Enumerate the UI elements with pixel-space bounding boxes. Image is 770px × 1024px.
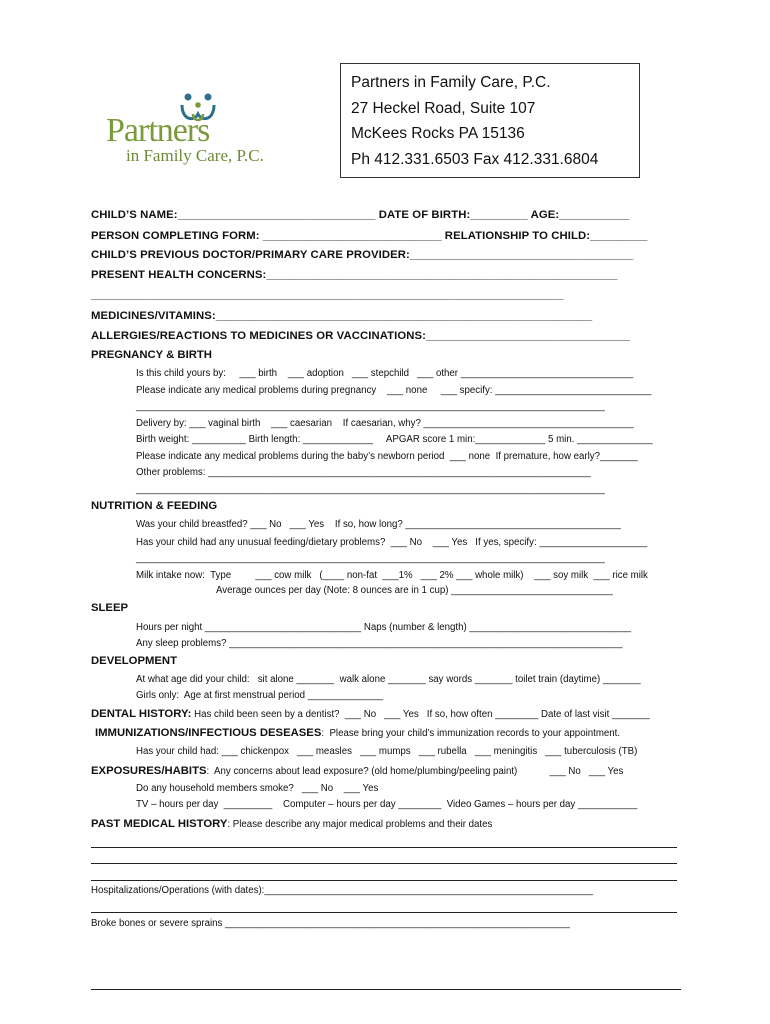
other-problems-blank[interactable]: _______________________________________________________________________________________ (136, 484, 605, 495)
other-problems-line[interactable]: Other problems: _______________________________________________________________________ (136, 467, 591, 478)
address-line-name: Partners in Family Care, P.C. (351, 74, 551, 91)
hours-per-night-line[interactable]: Hours per night _____________________________ Naps (number & length) ______________________________ (136, 622, 632, 633)
practice-logo (106, 92, 281, 172)
diseases-line[interactable]: Has your child had: ___ chickenpox ___ measles ___ mumps ___ rubella ___ meningitis ___ tuberculosis (TB) (136, 746, 638, 757)
breastfed-line[interactable]: Was your child breastfed? ___ No ___ Yes If so, how long? ________________________________________ (136, 519, 621, 530)
ounces-per-day-line[interactable]: Average ounces per day (Note: 8 ounces are in 1 cup) ______________________________ (216, 585, 613, 596)
feeding-problems-line[interactable]: Has your child had any unusual feeding/dietary problems? ___ No ___ Yes If yes, specify: ____________________ (136, 537, 648, 548)
address-box (340, 63, 640, 178)
pregnancy-blank-line[interactable]: _______________________________________________________________________________________ (136, 401, 605, 412)
smoke-line[interactable]: Do any household members smoke? ___ No ___ Yes (136, 783, 379, 794)
past-medical-blank-1[interactable] (91, 847, 677, 848)
sleep-problems-line[interactable]: Any sleep problems? _________________________________________________________________________ (136, 638, 623, 649)
logo-wordmark: Partners (106, 112, 210, 149)
screen-time-line[interactable]: TV – hours per day _________ Computer – hours per day ________ Video Games – hours per day ___________ (136, 799, 638, 810)
past-medical-note: : Please describe any major medical problems and their dates (227, 819, 493, 830)
address-line-street: 27 Heckel Road, Suite 107 (351, 99, 536, 117)
past-medical-blank-3[interactable] (91, 880, 677, 881)
person-completing-field[interactable]: PERSON COMPLETING FORM: ____________________________ RELATIONSHIP TO CHILD:_________ (91, 230, 648, 242)
section-title-past-medical: PAST MEDICAL HISTORY (91, 818, 228, 830)
address-line-phone: Ph 412.331.6503 Fax 412.331.6804 (351, 150, 599, 168)
section-title-sleep: SLEEP (91, 602, 129, 614)
previous-doctor-field[interactable]: CHILD’S PREVIOUS DOCTOR/PRIMARY CARE PROVIDER:___________________________________ (91, 249, 634, 261)
section-title-development: DEVELOPMENT (91, 655, 177, 667)
immunizations-line (95, 727, 620, 739)
menstrual-line[interactable]: Girls only: Age at first menstrual period ______________ (136, 690, 384, 701)
delivery-line[interactable]: Delivery by: ___ vaginal birth ___ caesarian If caesarian, why? _______________________________________ (136, 418, 634, 429)
past-medical-blank-2[interactable] (91, 863, 677, 864)
pregnancy-relation-line[interactable]: Is this child yours by: ___ birth ___ adoption ___ stepchild ___ other ________________________________ (136, 368, 634, 379)
milk-intake-line[interactable]: Milk intake now: Type ___ cow milk (____ non-fat ___1% ___ 2% ___ whole milk) ___ soy milk ___ rice milk (136, 570, 648, 581)
lead-exposure-question: : Any concerns about lead exposure? (old home/plumbing/peeling paint) ___ No ___ Yes (206, 766, 624, 777)
exposures-line[interactable] (91, 765, 623, 777)
section-title-pregnancy: PREGNANCY & BIRTH (91, 349, 212, 361)
footer-rule (91, 989, 681, 990)
medicines-vitamins-field[interactable]: MEDICINES/VITAMINS:___________________________________________________________ (91, 310, 593, 322)
milestones-line[interactable]: At what age did your child: sit alone _______ walk alone _______ say words _______ toilet train (daytime) _______ (136, 674, 641, 685)
present-health-concerns-line[interactable]: __________________________________________________________________________ (91, 289, 564, 301)
hospitalizations-blank[interactable] (91, 912, 677, 913)
allergies-field[interactable]: ALLERGIES/REACTIONS TO MEDICINES OR VACCINATIONS:________________________________ (91, 330, 631, 342)
birth-weight-line[interactable]: Birth weight: __________ Birth length: _____________ APGAR score 1 min:_____________ 5 min. ______________ (136, 434, 653, 445)
logo-subtitle: in Family Care, P.C. (126, 146, 264, 165)
newborn-problems-line[interactable]: Please indicate any medical problems during the baby’s newborn period ___ none If premature, how early?_______ (136, 451, 638, 462)
section-title-dental: DENTAL HISTORY: (91, 708, 192, 720)
dental-question: Has child been seen by a dentist? ___ No ___ Yes If so, how often ________ Date of last visit _______ (191, 709, 650, 720)
past-medical-line (91, 818, 492, 830)
broke-bones-line[interactable]: Broke bones or severe sprains ________________________________________________________________ (91, 918, 570, 929)
section-title-immunizations: IMMUNIZATIONS/INFECTIOUS DESEASES (95, 727, 322, 739)
pregnancy-problems-line[interactable]: Please indicate any medical problems during pregnancy ___ none ___ specify: _____________________________ (136, 385, 652, 396)
present-health-concerns-field[interactable]: PRESENT HEALTH CONCERNS:_______________________________________________________ (91, 269, 618, 281)
address-line-city: McKees Rocks PA 15136 (351, 125, 525, 142)
hospitalizations-line[interactable]: Hospitalizations/Operations (with dates):_____________________________________________________________ (91, 885, 594, 896)
dental-history-line[interactable] (91, 708, 650, 720)
childs-name-field[interactable]: CHILD’S NAME:_______________________________ DATE OF BIRTH:_________ AGE:___________ (91, 209, 630, 221)
section-title-exposures: EXPOSURES/HABITS (91, 765, 207, 777)
immunizations-note: : Please bring your child’s immunization records to your appointment. (321, 728, 621, 739)
feeding-blank-line[interactable]: _______________________________________________________________________________________ (136, 553, 605, 564)
section-title-nutrition: NUTRITION & FEEDING (91, 500, 218, 512)
